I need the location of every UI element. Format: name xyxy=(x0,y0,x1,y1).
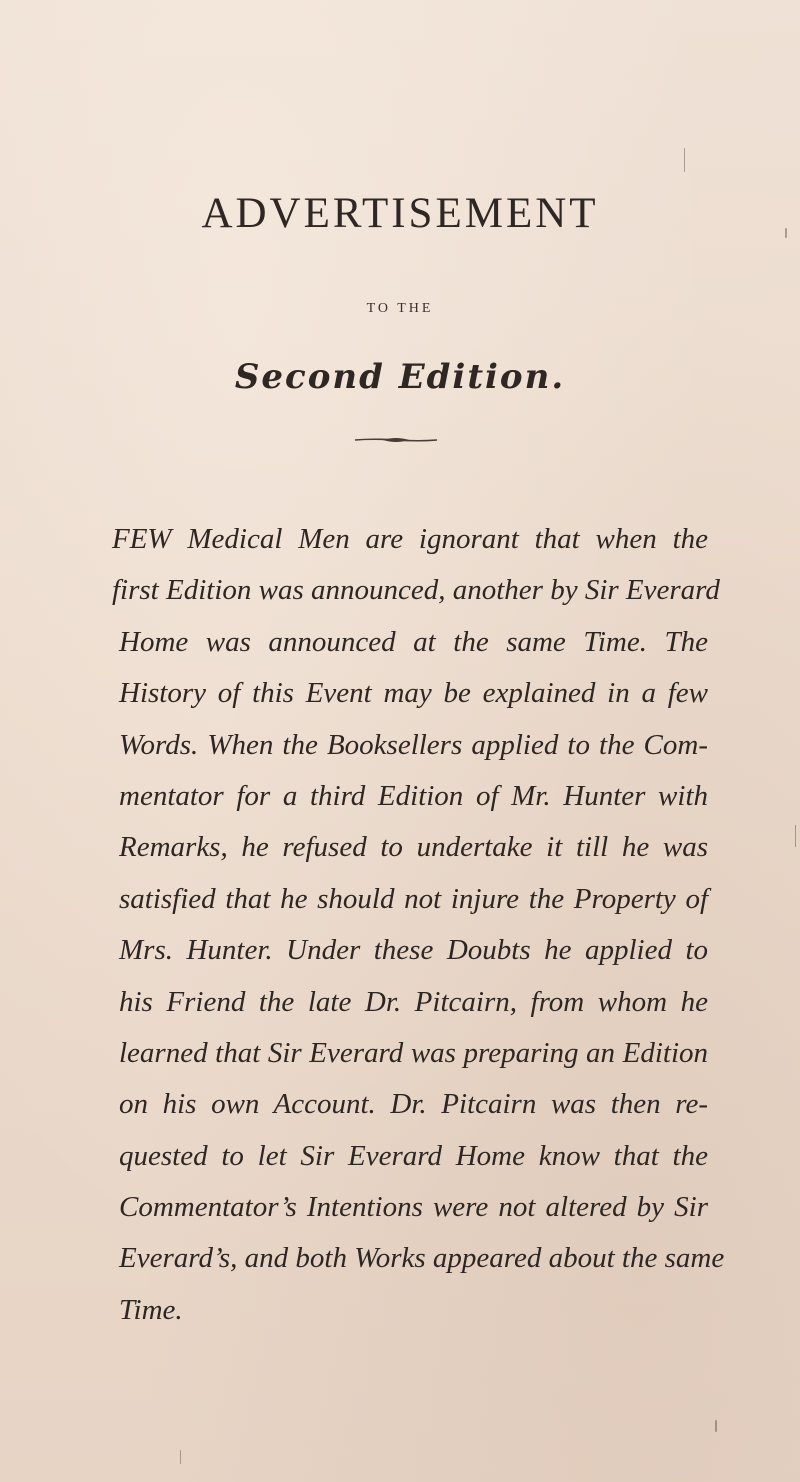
body-line: satisfied that he should not injure the Property of xyxy=(119,882,708,915)
advertisement-body xyxy=(112,514,725,1336)
body-line: Commentator’s Intentions were not altered by Sir xyxy=(119,1191,708,1224)
body-line: History of this Event may be explained in a few xyxy=(119,677,708,710)
paper-speck xyxy=(715,1420,717,1432)
body-line: Words. When the Booksellers applied to the Com- xyxy=(119,728,708,761)
body-line: FEW Medical Men are ignorant that when the xyxy=(112,523,708,555)
page-title: ADVERTISEMENT xyxy=(201,190,599,237)
paper-speck xyxy=(795,825,796,847)
body-line: first Edition was announced, another by Sir Everard xyxy=(112,574,720,607)
paper-speck xyxy=(180,1450,181,1464)
paper-speck xyxy=(684,148,685,172)
body-line: Mrs. Hunter. Under these Doubts he applied to xyxy=(119,934,708,967)
edition-subtitle: Second Edition. xyxy=(234,357,566,397)
paper-speck xyxy=(785,228,787,238)
body-line: Everard’s, and both Works appeared about the same xyxy=(119,1242,725,1275)
body-line: on his own Account. Dr. Pitcairn was then re- xyxy=(119,1088,708,1121)
body-line: quested to let Sir Everard Home know that the xyxy=(119,1139,708,1172)
body-line: Remarks, he refused to undertake it till he was xyxy=(119,831,708,864)
body-line: Home was announced at the same Time. The xyxy=(119,625,708,658)
body-line: mentator for a third Edition of Mr. Hunter with xyxy=(119,779,708,812)
body-line: Time. xyxy=(119,1293,183,1326)
body-line: his Friend the late Dr. Pitcairn, from whom he xyxy=(119,985,708,1018)
ornamental-rule xyxy=(353,435,439,445)
body-line: learned that Sir Everard was preparing an Edition xyxy=(119,1036,708,1069)
title-connector: TO THE xyxy=(366,301,434,316)
